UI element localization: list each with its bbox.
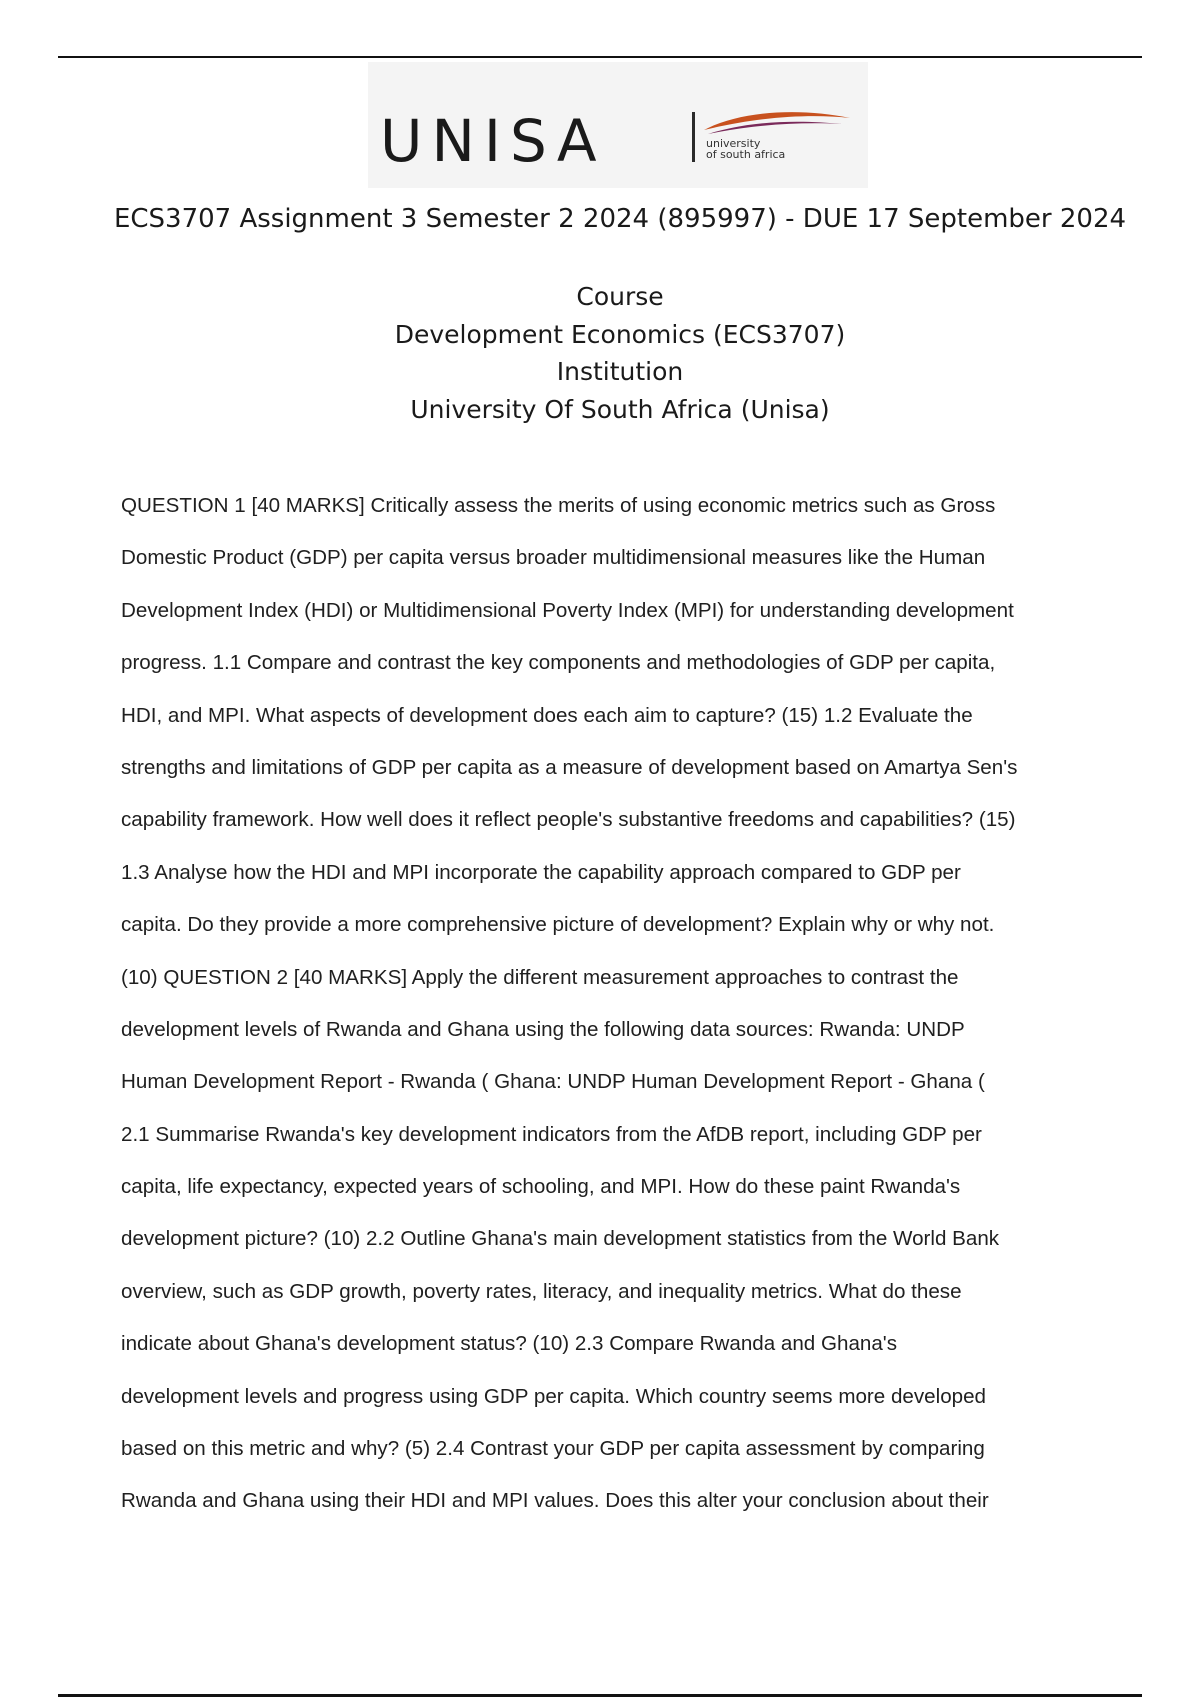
body-line: (10) QUESTION 2 [40 MARKS] Apply the different measurement approaches to contrast the	[121, 965, 959, 989]
body-line: strengths and limitations of GDP per capita as a measure of development based on Amartya Sen's	[121, 755, 1018, 779]
logo-tagline-line2: of south africa	[706, 148, 786, 161]
document-meta	[0, 278, 1200, 428]
body-line: capita, life expectancy, expected years of schooling, and MPI. How do these paint Rwanda's	[121, 1175, 961, 1199]
course-label: Course	[576, 282, 664, 311]
body-line: capability framework. How well does it reflect people's substantive freedoms and capabilities? (15)	[121, 808, 1016, 832]
document-title: ECS3707 Assignment 3 Semester 2 2024 (895997) - DUE 17 September 2024	[113, 204, 1127, 234]
logo-divider	[692, 112, 695, 162]
logo-tagline-line1: university	[706, 137, 761, 150]
body-line: Rwanda and Ghana using their HDI and MPI values. Does this alter your conclusion about their	[121, 1489, 989, 1513]
logo-swoosh-icon	[702, 108, 852, 138]
body-line: Domestic Product (GDP) per capita versus broader multidimensional measures like the Human	[121, 546, 986, 570]
institution-label: Institution	[556, 357, 684, 386]
body-line: progress. 1.1 Compare and contrast the key components and methodologies of GDP per capita,	[121, 651, 996, 675]
unisa-logo	[376, 92, 866, 184]
body-line: capita. Do they provide a more comprehensive picture of development? Explain why or why not.	[121, 913, 995, 937]
body-line: Development Index (HDI) or Multidimensional Poverty Index (MPI) for understanding development	[121, 598, 1014, 622]
top-rule	[58, 56, 1142, 58]
institution-value: University Of South Africa (Unisa)	[410, 394, 830, 424]
assignment-body	[121, 480, 1131, 1528]
body-line: development picture? (10) 2.2 Outline Ghana's main development statistics from the World Bank	[121, 1227, 1000, 1251]
body-line: development levels and progress using GDP per capita. Which country seems more developed	[121, 1384, 987, 1408]
body-line: HDI, and MPI. What aspects of development does each aim to capture? (15) 1.2 Evaluate the	[121, 703, 973, 727]
body-line: Human Development Report - Rwanda ( Ghana: UNDP Human Development Report - Ghana (	[121, 1070, 985, 1094]
body-line: 2.1 Summarise Rwanda's key development indicators from the AfDB report, including GDP per	[121, 1122, 982, 1146]
course-value: Development Economics (ECS3707)	[394, 319, 846, 349]
body-line: QUESTION 1 [40 MARKS] Critically assess the merits of using economic metrics such as Gross	[121, 494, 996, 517]
body-line: development levels of Rwanda and Ghana using the following data sources: Rwanda: UNDP	[121, 1017, 965, 1041]
body-line: indicate about Ghana's development status? (10) 2.3 Compare Rwanda and Ghana's	[121, 1332, 898, 1356]
body-line: based on this metric and why? (5) 2.4 Contrast your GDP per capita assessment by comparing	[121, 1437, 985, 1461]
logo-wordmark: UNISA	[380, 107, 606, 175]
bottom-rule	[58, 1694, 1142, 1697]
logo-tagline	[706, 138, 785, 160]
body-line: 1.3 Analyse how the HDI and MPI incorporate the capability approach compared to GDP per	[121, 860, 961, 884]
body-line: overview, such as GDP growth, poverty rates, literacy, and inequality metrics. What do these	[121, 1279, 962, 1303]
